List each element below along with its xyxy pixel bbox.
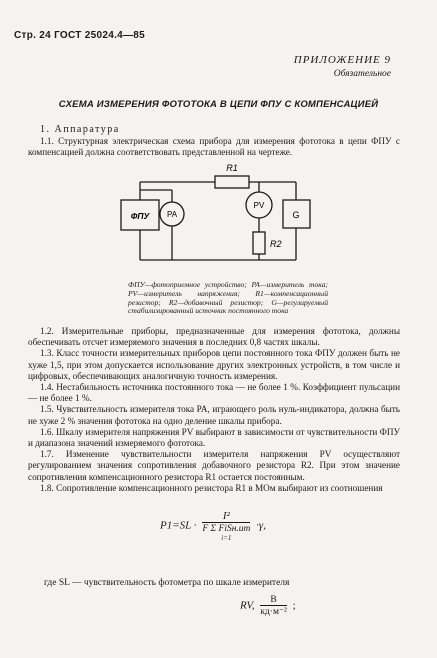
formula-rv [240, 595, 296, 617]
resistor-r1 [215, 176, 249, 188]
formula-lhs: P1=SL · [160, 519, 197, 532]
page-header: Стр. 24 ГОСТ 25024.4—85 [14, 30, 146, 41]
resistor-r2 [253, 232, 265, 254]
fpu-label: ФПУ [130, 211, 150, 221]
appendix-block [294, 54, 391, 79]
appendix-title: ПРИЛОЖЕНИЕ 9 [293, 54, 391, 66]
formula-sum-index: i=1 [221, 534, 232, 542]
paragraph-1-6: 1.6. Шкалу измерителя напряжения PV выбирают в зависимости от чувствительности ФПУ и диапазона значений измеряемого фототока. [28, 426, 400, 449]
formula-tail: ·γ, [256, 519, 266, 532]
paragraph-1-5: 1.5. Чувствительность измерителя тока PA, играющего роль нуль-индикатора, должна быть не хуже 2 % значения фототока на одно деление шкалы прибора. [28, 404, 400, 426]
formula2-fraction [260, 595, 287, 617]
formula-numerator: I² [202, 510, 250, 523]
document-title: СХЕМА ИЗМЕРЕНИЯ ФОТОТОКА В ЦЕПИ ФПУ С КОМПЕНСАЦИЕЙ [58, 99, 379, 110]
paragraph-1-4: 1.4. Нестабильность источника постоянного тока — не более 1 %. Коэффициент пульсации — не более 1 %. [28, 382, 400, 404]
formula2-lhs: RV, [240, 599, 255, 612]
formula2-tail: ; [292, 599, 296, 612]
paragraph-1-7: 1.7. Изменение чувствительности измерителя напряжения PV осуществляют регулированием значения сопротивления добавочного резистора R2. При этом значение сопротивления компенсационного резистора R1 остается постоянным. [28, 449, 400, 482]
formula2-denominator: кд·м⁻² [260, 607, 287, 617]
paragraphs-block [28, 326, 400, 494]
paragraph-1-8: 1.8. Сопротивление компенсационного резистора R1 в МОм выбирают из соотношения [40, 482, 383, 493]
diagram-caption: ФПУ—фотоприемное устройство; PA—измеритель тока; PV—измеритель напряжения; R1—компенсационный резистор; R2—добавочный резистор; G—регулируемый стабилизированный источник постоянного тока [128, 280, 328, 316]
paragraph-1-2: 1.2. Измерительные приборы, предназначенные для измерения фототока, должны обеспечивать отсчет измеряемого значения в последних 0,8 частях шкалы. [28, 326, 400, 348]
section-heading: 1. Аппаратура [40, 124, 120, 135]
formula-fraction [202, 510, 250, 542]
formula2-numerator: В [260, 595, 287, 606]
paragraph-1-3: 1.3. Класс точности измерительных приборов цепи постоянного тока ФПУ должен быть не хуже 1,5, при этом допускается использование других электронных устройств, в том числе и цифровых, обеспечивающих аналогичную точность измерения. [28, 348, 400, 381]
paragraph-text: 1.1. Структурная электрическая схема прибора для измерения фототока в цепи ФПУ с компенсацией должна соответствовать представленной на чертеже. [28, 136, 400, 158]
pa-label: PA [166, 210, 178, 219]
formula-p1 [160, 510, 266, 542]
g-label: G [292, 210, 300, 220]
r2-label: R2 [270, 239, 282, 249]
appendix-status: Обязательное [333, 69, 391, 79]
circuit-diagram [0, 160, 437, 300]
pv-label: PV [253, 201, 265, 210]
formula-note: где SL — чувствительность фотометра по шкале измерителя [44, 578, 290, 588]
r1-label: R1 [226, 163, 238, 173]
formula-denominator: F Σ FiSн.ит [202, 524, 251, 534]
paragraph-1-1 [28, 136, 400, 158]
